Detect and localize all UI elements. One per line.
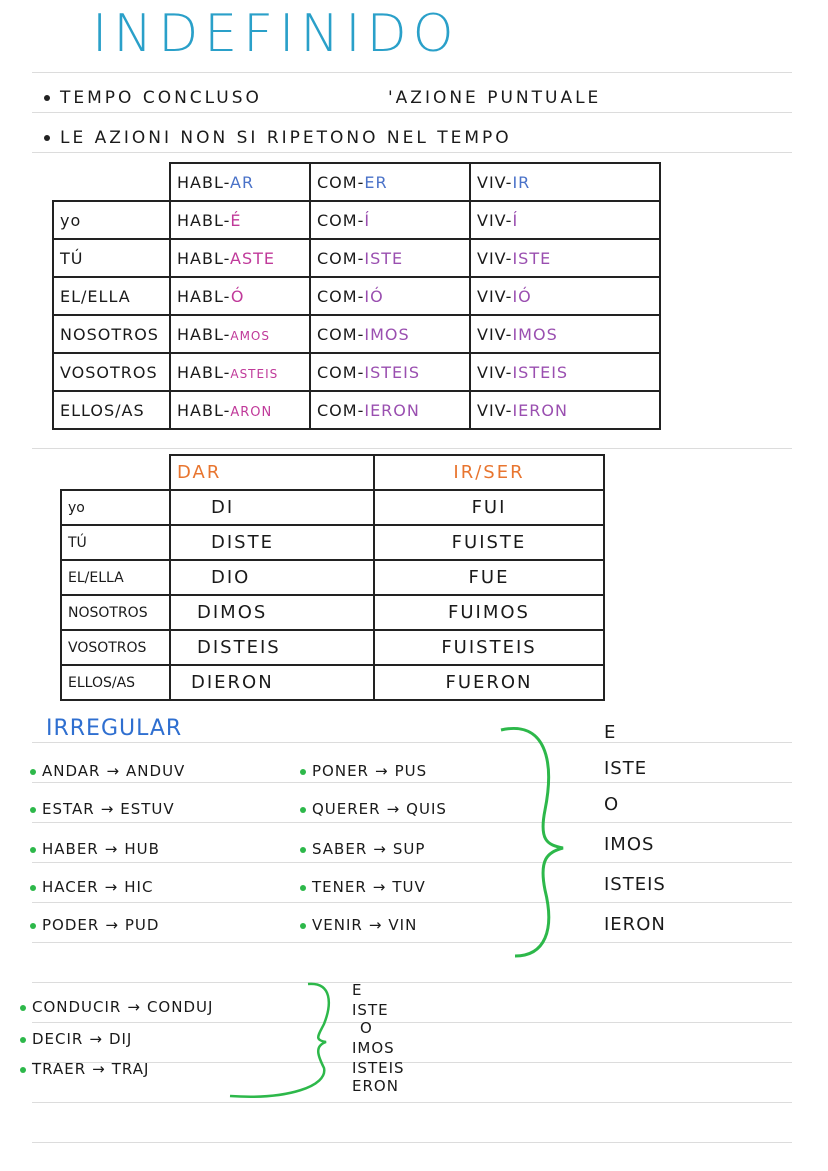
ending-text: O [604, 794, 620, 815]
dar-cell: DI [170, 490, 374, 525]
arrow-icon: → [104, 840, 119, 858]
ruled-line [32, 112, 792, 113]
ir-ser-cell: FUI [374, 490, 604, 525]
er-cell: COM-Í [310, 201, 470, 239]
ruled-line [32, 782, 792, 783]
ruled-line [32, 1102, 792, 1103]
pronoun-cell: ELLOS/AS [53, 391, 170, 429]
arrow-icon: → [374, 762, 389, 780]
ending-text: ISTEIS [604, 874, 666, 895]
ending-text: E [604, 722, 617, 743]
ruled-line [32, 448, 792, 449]
arrow-icon: → [372, 878, 387, 896]
pronoun-cell: NOSOTROS [61, 595, 170, 630]
bullet-icon [44, 135, 50, 141]
table-row [61, 525, 604, 560]
arrow-icon: → [104, 878, 119, 896]
dar-cell: DISTEIS [170, 630, 374, 665]
bullet-icon [300, 885, 306, 891]
header-ar: HABL-AR [170, 163, 310, 201]
pronoun-cell: EL/ELLA [61, 560, 170, 595]
ar-cell: HABL-É [170, 201, 310, 239]
ruled-line [32, 822, 792, 823]
ending-text: IMOS [352, 1039, 395, 1057]
ruled-line [32, 1142, 792, 1143]
irregular-item: SABER → SUP [300, 840, 425, 858]
ending-text: ISTEIS [352, 1059, 405, 1077]
j-verb-item: CONDUCIR → CONDUJ [20, 998, 213, 1016]
dar-cell: DISTE [170, 525, 374, 560]
er-cell: COM-IMOS [310, 315, 470, 353]
bullet-icon [300, 923, 306, 929]
ir-cell: VIV-Í [470, 201, 660, 239]
ending-text: E [352, 981, 363, 999]
pronoun-cell: yo [53, 201, 170, 239]
arrow-icon: → [106, 762, 121, 780]
note-azione-puntuale: 'AZIONE PUNTUALE [388, 88, 602, 108]
ruled-line [32, 1022, 792, 1023]
ir-ser-cell: FUE [374, 560, 604, 595]
bullet-icon [30, 885, 36, 891]
table-header-row [61, 455, 604, 490]
ar-cell: HABL-AMOS [170, 315, 310, 353]
arrow-icon: → [386, 800, 401, 818]
bullet-icon [20, 1005, 26, 1011]
bullet-icon [300, 769, 306, 775]
table-row [53, 239, 660, 277]
dar-ir-table [60, 454, 605, 701]
pronoun-cell: VOSOTROS [53, 353, 170, 391]
irregular-item: PONER → PUS [300, 762, 427, 780]
dar-cell: DIERON [170, 665, 374, 700]
bullet-icon [20, 1067, 26, 1073]
pronoun-cell: TÚ [53, 239, 170, 277]
ending-text: O [360, 1019, 373, 1037]
ir-ser-cell: FUIMOS [374, 595, 604, 630]
ir-cell: VIV-IERON [470, 391, 660, 429]
ruled-line [32, 902, 792, 903]
ruled-line [32, 72, 792, 73]
ending-text: IERON [604, 914, 666, 935]
header-ir: VIV-IR [470, 163, 660, 201]
table-header-row [53, 163, 660, 201]
arrow-icon: → [127, 998, 141, 1016]
pronoun-cell: EL/ELLA [53, 277, 170, 315]
ruled-line [32, 152, 792, 153]
irregular-item: TENER → TUV [300, 878, 426, 896]
ruled-line [32, 982, 792, 983]
brace-icon [228, 976, 338, 1100]
arrow-icon: → [89, 1030, 103, 1048]
er-cell: COM-IERON [310, 391, 470, 429]
table-row [61, 560, 604, 595]
arrow-icon: → [368, 916, 383, 934]
er-cell: COM-ISTE [310, 239, 470, 277]
arrow-icon: → [373, 840, 387, 858]
note-azioni: LE AZIONI NON SI RIPETONO NEL TEMPO [60, 128, 512, 148]
ar-cell: HABL-ARON [170, 391, 310, 429]
bullet-icon [30, 923, 36, 929]
pronoun-cell: ELLOS/AS [61, 665, 170, 700]
pronoun-cell: yo [61, 490, 170, 525]
ir-cell: VIV-ISTE [470, 239, 660, 277]
bullet-icon [44, 95, 50, 101]
irregular-item: QUERER → QUIS [300, 800, 447, 818]
dar-cell: DIMOS [170, 595, 374, 630]
arrow-icon: → [92, 1060, 106, 1078]
table-row [53, 315, 660, 353]
table-row [53, 277, 660, 315]
ir-ser-cell: FUISTEIS [374, 630, 604, 665]
bullet-icon [30, 807, 36, 813]
er-cell: COM-ISTEIS [310, 353, 470, 391]
ruled-line [32, 862, 792, 863]
pronoun-cell: TÚ [61, 525, 170, 560]
irregular-item: ESTAR → ESTUV [30, 800, 175, 818]
pronoun-cell: VOSOTROS [61, 630, 170, 665]
table-row [53, 201, 660, 239]
table-row [61, 630, 604, 665]
ending-text: ISTE [352, 1001, 389, 1019]
header-ir-ser: IR/SER [374, 455, 604, 490]
ir-ser-cell: FUISTE [374, 525, 604, 560]
ir-cell: VIV-IÓ [470, 277, 660, 315]
irregular-item: PODER → PUD [30, 916, 159, 934]
bullet-icon [300, 847, 306, 853]
ar-cell: HABL-Ó [170, 277, 310, 315]
table-row [61, 490, 604, 525]
pronoun-cell: NOSOTROS [53, 315, 170, 353]
ar-cell: HABL-ASTEIS [170, 353, 310, 391]
note-line-1 [44, 88, 262, 108]
j-verb-item: TRAER → TRAJ [20, 1060, 149, 1078]
irregular-title: IRREGULAR [46, 716, 183, 741]
arrow-icon: → [100, 800, 115, 818]
table-row [53, 353, 660, 391]
ending-text: IMOS [604, 834, 655, 855]
dar-cell: DIO [170, 560, 374, 595]
table-row [61, 595, 604, 630]
ir-ser-cell: FUERON [374, 665, 604, 700]
j-verb-item: DECIR → DIJ [20, 1030, 132, 1048]
ruled-line [32, 742, 792, 743]
irregular-item: HABER → HUB [30, 840, 160, 858]
brace-icon [495, 720, 575, 960]
page-title: INDEFINIDO [92, 4, 460, 64]
bullet-icon [20, 1037, 26, 1043]
regular-conjugation-table [52, 162, 661, 430]
ir-cell: VIV-ISTEIS [470, 353, 660, 391]
irregular-item: HACER → HIC [30, 878, 153, 896]
ending-text: ISTE [604, 758, 648, 779]
header-dar: DAR [170, 455, 374, 490]
bullet-icon [30, 769, 36, 775]
irregular-item: ANDAR → ANDUV [30, 762, 185, 780]
arrow-icon: → [105, 916, 119, 934]
ruled-line [32, 942, 792, 943]
ir-cell: VIV-IMOS [470, 315, 660, 353]
table-row [61, 665, 604, 700]
note-tempo-concluso: TEMPO CONCLUSO [60, 88, 262, 108]
ending-text: ERON [352, 1077, 399, 1095]
note-line-2 [44, 128, 512, 148]
er-cell: COM-IÓ [310, 277, 470, 315]
table-row [53, 391, 660, 429]
ar-cell: HABL-ASTE [170, 239, 310, 277]
irregular-item: VENIR → VIN [300, 916, 417, 934]
bullet-icon [30, 847, 36, 853]
bullet-icon [300, 807, 306, 813]
header-er: COM-ER [310, 163, 470, 201]
